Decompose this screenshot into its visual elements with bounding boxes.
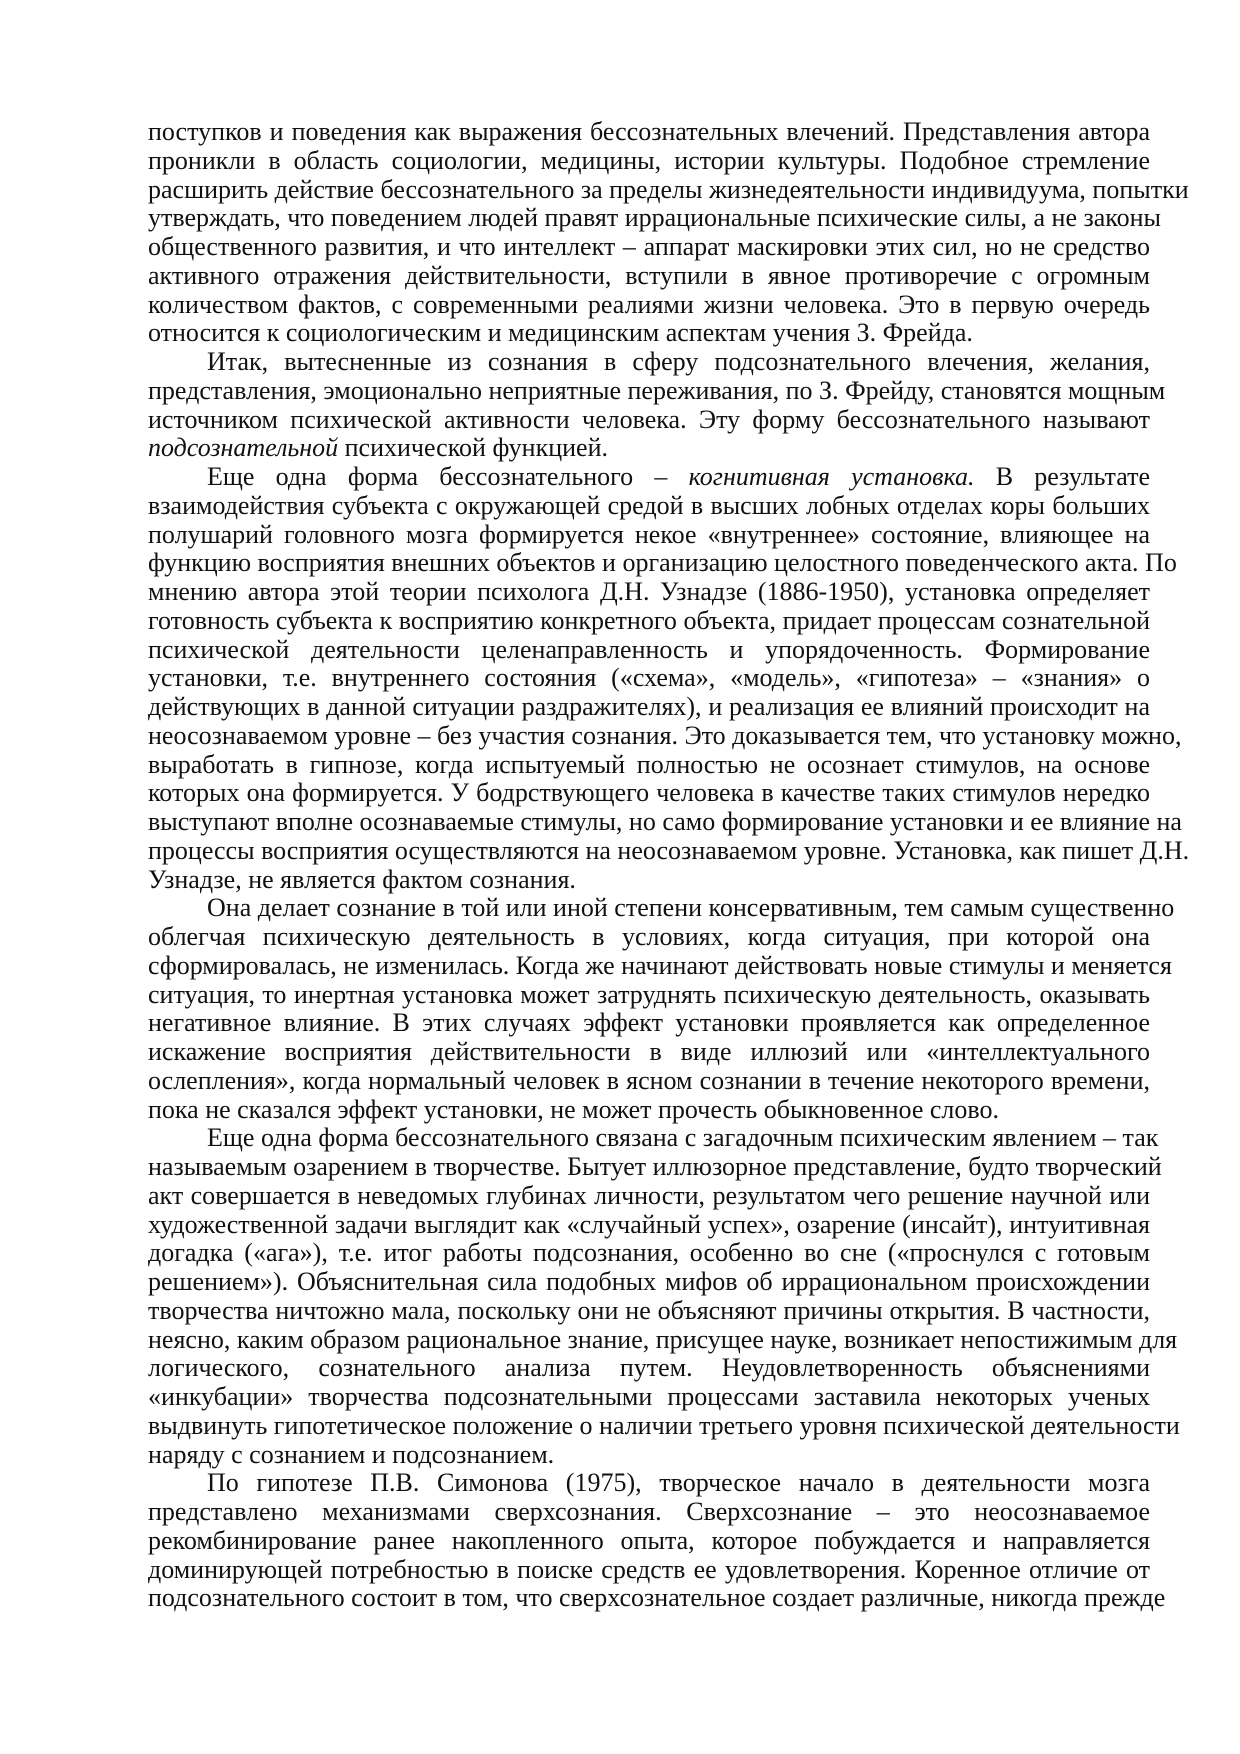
text-line: сформировалась, не изменилась. Когда же начинают действовать новые стимулы и меняется: [148, 950, 1172, 980]
text-line: источником психической активности человека. Эту форму бессознательного называют: [148, 404, 1150, 434]
paragraph: [148, 893, 1175, 1124]
text-line: негативное влияние. В этих случаях эффект установки проявляется как определенное: [148, 1008, 1150, 1038]
document-page: [148, 117, 1190, 1613]
italic-term: когнитивная установка.: [688, 462, 975, 491]
text-line: проникли в область социологии, медицины, истории культуры. Подобное стремление: [148, 145, 1150, 175]
text-line: решением»). Объяснительная сила подобных мифов об иррациональном происхождении: [148, 1267, 1150, 1296]
text-line: подсознательного состоит в том, что сверхсознательное создает различные, никогда прежде: [148, 1583, 1166, 1613]
text-line: представления, эмоционально неприятные переживания, по З. Фрейду, становятся мощным: [148, 375, 1166, 405]
text-line: пока не сказался эффект установки, не может прочесть обыкновенное слово.: [148, 1094, 999, 1124]
paragraph: [148, 1468, 1166, 1613]
text-line: активного отражения действительности, вступили в явное противоречие с огромным: [148, 260, 1150, 290]
italic-term: подсознательной: [148, 433, 339, 463]
text-line: доминирующей потребностью в поиске средств ее удовлетворения. Коренное отличие от: [148, 1554, 1150, 1584]
text-line: Она делает сознание в той или иной степени консервативным, тем самым существенно: [207, 893, 1175, 923]
text-line: ослепления», когда нормальный человек в ясном сознании в течение некоторого времени,: [148, 1065, 1150, 1095]
text-line: догадка («ага»), т.е. итог работы подсознания, особенно во сне («проснулся с готовым: [148, 1238, 1150, 1268]
text-line: взаимодействия субъекта с окружающей средой в высших лобных отделах коры больших: [148, 490, 1150, 520]
text-line: поступков и поведения как выражения бессознательных влечений. Представления автора: [148, 117, 1150, 146]
paragraph: [148, 462, 1190, 894]
text-segment: Еще одна форма бессознательного –: [207, 462, 689, 491]
text-line: представлено механизмами сверхсознания. Сверхсознание – это неосознаваемое: [148, 1497, 1150, 1526]
text-line: выдвинуть гипотетическое положение о наличии третьего уровня психической деятельности: [148, 1410, 1180, 1440]
text-segment: психической функцией.: [338, 433, 608, 463]
text-line: Еще одна форма бессознательного связана с загадочным психическим явлением – так: [207, 1123, 1159, 1153]
text-line: рекомбинирование ранее накопленного опыта, которое побуждается и направляется: [148, 1525, 1150, 1555]
text-line: психической деятельности целенаправленность и упорядоченность. Формирование: [148, 634, 1150, 664]
text-line: По гипотезе П.В. Симонова (1975), творческое начало в деятельности мозга: [207, 1468, 1150, 1498]
text-line: [148, 463, 1150, 492]
text-line: установки, т.е. внутреннего состояния («схема», «модель», «гипотеза» – «знания» о: [148, 663, 1150, 693]
text-line: действующих в данной ситуации раздражителях), и реализация ее влияний происходит на: [148, 692, 1150, 721]
text-line: ситуация, то инертная установка может затруднять психическую деятельность, оказывать: [148, 979, 1150, 1009]
text-segment: В результате: [974, 462, 1150, 491]
paragraph: [148, 117, 1189, 348]
text-line: расширить действие бессознательного за пределы жизнедеятельности индивидуума, попытки: [148, 174, 1189, 204]
text-line: относится к социологическим и медицинским аспектам учения З. Фрейда.: [148, 318, 973, 348]
text-line: процессы восприятия осуществляются на неосознаваемом уровне. Установка, как пишет Д.Н.: [148, 835, 1190, 865]
text-line: наряду с сознанием и подсознанием.: [148, 1439, 555, 1469]
paragraph: [148, 347, 1166, 463]
text-line: количеством фактов, с современными реалиями жизни человека. Это в первую очередь: [148, 289, 1150, 319]
text-line: Узнадзе, не является фактом сознания.: [148, 864, 576, 894]
text-line: неясно, каким образом рациональное знание, присущее науке, возникает непостижимым для: [148, 1324, 1178, 1354]
text-line: утверждать, что поведением людей правят иррациональные психические силы, а не законы: [148, 203, 1161, 233]
text-line: мнению автора этой теории психолога Д.Н. Узнадзе (1886-1950), установка определяет: [148, 577, 1150, 606]
text-line: логического, сознательного анализа путем. Неудовлетворенность объяснениями: [148, 1353, 1150, 1383]
text-line: называемым озарением в творчестве. Бытует иллюзорное представление, будто творческий: [148, 1152, 1162, 1181]
text-line: неосознаваемом уровне – без участия сознания. Это доказывается тем, что установку можно,: [148, 720, 1182, 750]
text-line: облегчая психическую деятельность в условиях, когда ситуация, при которой она: [148, 922, 1150, 951]
text-line: творчества ничтожно мала, поскольку они не объясняют причины открытия. В частности,: [148, 1295, 1150, 1325]
text-line: Итак, вытесненные из сознания в сферу подсознательного влечения, желания,: [207, 347, 1150, 376]
text-line: «инкубации» творчества подсознательными процессами заставила некоторых ученых: [148, 1382, 1150, 1411]
paragraph: [148, 1123, 1180, 1469]
text-line: которых она формируется. У бодрствующего человека в качестве таких стимулов нередко: [148, 778, 1150, 808]
text-line: искажение восприятия действительности в виде иллюзий или «интеллектуального: [148, 1037, 1150, 1066]
text-line: готовность субъекта к восприятию конкретного объекта, придает процессам сознательной: [148, 605, 1150, 635]
text-line: выступают вполне осознаваемые стимулы, но само формирование установки и ее влияние на: [148, 807, 1182, 836]
text-line: [148, 434, 1150, 463]
text-line: акт совершается в неведомых глубинах личности, результатом чего решение научной или: [148, 1180, 1150, 1210]
text-line: выработать в гипнозе, когда испытуемый полностью не осознает стимулов, на основе: [148, 749, 1150, 779]
text-line: художественной задачи выглядит как «случайный успех», озарение (инсайт), интуитивная: [148, 1209, 1150, 1239]
text-line: функцию восприятия внешних объектов и организацию целостного поведенческого акта. По: [148, 548, 1177, 578]
text-line: общественного развития, и что интеллект – аппарат маскировки этих сил, но не средство: [148, 232, 1150, 261]
text-line: полушарий головного мозга формируется некое «внутреннее» состояние, влияющее на: [148, 519, 1150, 549]
